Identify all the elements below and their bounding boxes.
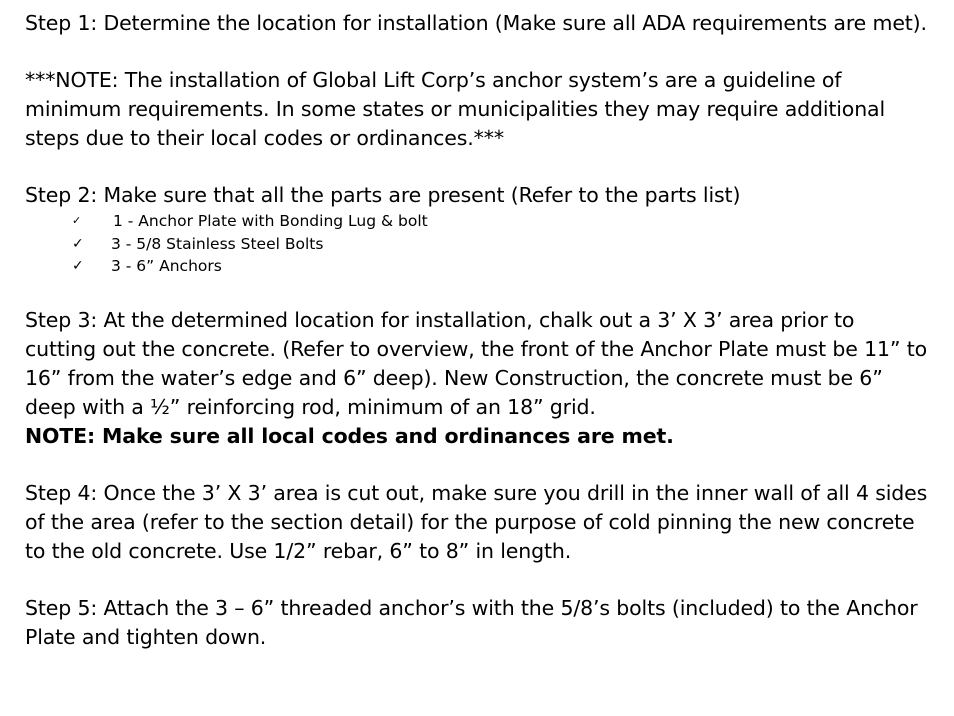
parts-list-item-text: 3 - 6” Anchors (111, 257, 222, 275)
check-mark-icon: ✓ (72, 214, 82, 227)
parts-list-item-text: 1 - Anchor Plate with Bonding Lug & bolt (113, 212, 428, 230)
step-5-text: Step 5: Attach the 3 – 6” threaded anchor’s with the 5/8’s bolts (included) to the Anchor Plate and tighten down. (25, 595, 918, 649)
step-4-text: Step 4: Once the 3’ X 3’ area is cut out, make sure you drill in the inner wall of all 4 sides of the area (refer to the section detail) for the purpose of cold pinning the new concrete to the old concrete. Use 1/2” rebar, 6” to 8” in length. (25, 480, 928, 563)
check-mark-icon: ✓ (72, 235, 84, 252)
parts-list-item-text: 3 - 5/8 Stainless Steel Bolts (111, 234, 324, 253)
step-1-text: Step 1: Determine the location for installation (Make sure all ADA requirements are met). (25, 11, 927, 35)
installation-instructions (25, 9, 930, 652)
parts-list-item (25, 255, 930, 278)
step-3-text: Step 3: At the determined location for installation, chalk out a 3’ X 3’ area prior to cutting out the concrete. (Refer to overview, the front of the Anchor Plate must be 11” to 16” from the water’s edge and 6” deep). New Construction, the concrete must be 6” deep with a ½” reinforcing rod, minimum of an 18” grid. (25, 307, 927, 419)
parts-list-item (25, 210, 930, 233)
codes-note: NOTE: Make sure all local codes and ordinances are met. (25, 423, 674, 448)
guideline-note: ***NOTE: The installation of Global Lift Corp’s anchor system’s are a guideline of minimum requirements. In some states or municipalities they may require additional steps due to their local codes or ordinances.*** (25, 68, 886, 150)
check-mark-icon: ✓ (72, 258, 84, 274)
step-2-text: Step 2: Make sure that all the parts are present (Refer to the parts list) (25, 183, 741, 207)
parts-list-item (25, 233, 930, 256)
parts-checklist (25, 210, 930, 278)
